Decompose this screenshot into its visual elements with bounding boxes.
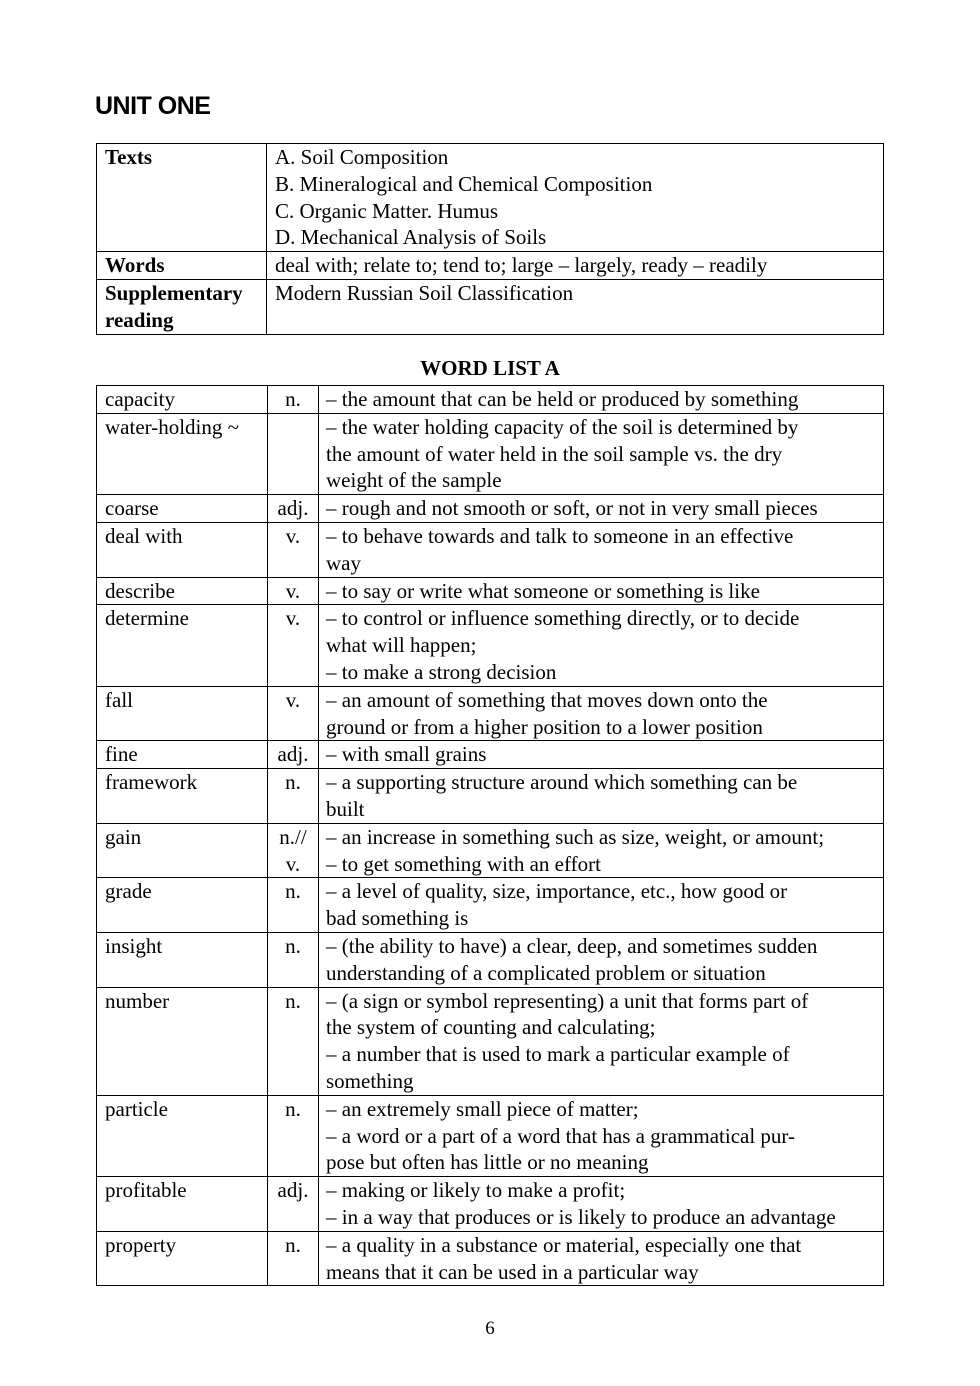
- overview-row-words: [97, 252, 884, 280]
- word-definition: [319, 932, 884, 987]
- definition-line: – the water holding capacity of the soil is determined by: [326, 414, 799, 439]
- word-definition: [319, 522, 884, 577]
- word-definition: [319, 1177, 884, 1232]
- word-definition: [319, 987, 884, 1095]
- supplementary-value: Modern Russian Soil Classification: [267, 279, 884, 334]
- supplementary-label: [97, 279, 267, 334]
- definition-line: – an amount of something that moves down onto the: [326, 687, 768, 712]
- part-of-speech-line: n.: [285, 387, 301, 411]
- word-term: describe: [97, 577, 268, 605]
- definition-line: – a word or a part of a word that has a grammatical pur-: [326, 1123, 795, 1148]
- table-row: [97, 741, 884, 769]
- word-part-of-speech: [268, 987, 319, 1095]
- unit-title: UNIT ONE: [95, 92, 211, 120]
- definition-line: means that it can be used in a particular way: [326, 1259, 699, 1284]
- word-part-of-speech: [268, 577, 319, 605]
- definition-line: understanding of a complicated problem or situation: [326, 960, 766, 985]
- overview-table: [96, 143, 884, 335]
- definition-line: – to control or influence something directly, or to decide: [326, 606, 800, 631]
- word-term: particle: [97, 1095, 268, 1176]
- word-term: number: [97, 987, 268, 1095]
- definition-line: – an increase in something such as size, weight, or amount;: [326, 824, 825, 849]
- word-term: framework: [97, 769, 268, 824]
- word-term: determine: [97, 605, 268, 686]
- definition-line: something: [326, 1068, 414, 1093]
- table-row: [97, 987, 884, 1095]
- text-item: B. Mineralogical and Chemical Composition: [275, 171, 653, 196]
- table-row: [97, 878, 884, 933]
- words-label: Words: [97, 252, 267, 280]
- word-part-of-speech: [268, 522, 319, 577]
- definition-line: – with small grains: [326, 742, 487, 767]
- definition-line: – an extremely small piece of matter;: [326, 1096, 639, 1121]
- word-part-of-speech: [268, 932, 319, 987]
- definition-line: ground or from a higher position to a lower position: [326, 714, 763, 739]
- table-row: [97, 1231, 884, 1286]
- word-definition: [319, 823, 884, 878]
- word-term: coarse: [97, 495, 268, 523]
- part-of-speech-line: v.: [285, 578, 301, 603]
- word-part-of-speech: [268, 769, 319, 824]
- definition-line: – in a way that produces or is likely to produce an advantage: [326, 1204, 836, 1229]
- words-value: deal with; relate to; tend to; large – largely, ready – readily: [267, 252, 884, 280]
- word-part-of-speech: [268, 878, 319, 933]
- definition-line: – (a sign or symbol representing) a unit that forms part of: [326, 988, 809, 1013]
- definition-line: – to make a strong decision: [326, 659, 557, 684]
- word-part-of-speech: [268, 605, 319, 686]
- definition-line: – to behave towards and talk to someone in an effective: [326, 523, 794, 548]
- definition-line: what will happen;: [326, 633, 477, 658]
- word-definition: [319, 605, 884, 686]
- word-part-of-speech: [268, 495, 319, 523]
- definition-line: way: [326, 550, 361, 575]
- definition-line: built: [326, 796, 365, 821]
- supplementary-label-line: reading: [105, 307, 174, 332]
- definition-line: weight of the sample: [326, 468, 502, 493]
- word-definition: [319, 1095, 884, 1176]
- table-row: [97, 823, 884, 878]
- word-part-of-speech: [268, 1231, 319, 1286]
- word-term: fall: [97, 686, 268, 741]
- word-part-of-speech: [268, 386, 319, 414]
- word-part-of-speech: [268, 413, 319, 494]
- part-of-speech-line: n.: [285, 933, 301, 958]
- definition-line: – to get something with an effort: [326, 851, 601, 876]
- word-term: water-holding ~: [97, 413, 268, 494]
- definition-line: – (the ability to have) a clear, deep, and sometimes sudden: [326, 933, 818, 958]
- word-definition: [319, 386, 884, 414]
- part-of-speech-line: adj.: [277, 496, 309, 521]
- texts-label: Texts: [97, 144, 267, 252]
- table-row: [97, 932, 884, 987]
- definition-line: – a number that is used to mark a particular example of: [326, 1042, 790, 1067]
- word-part-of-speech: [268, 1177, 319, 1232]
- text-item: C. Organic Matter. Humus: [275, 198, 499, 223]
- word-term: deal with: [97, 522, 268, 577]
- table-row: [97, 1095, 884, 1176]
- definition-line: – making or likely to make a profit;: [326, 1178, 626, 1203]
- table-row: [97, 1177, 884, 1232]
- word-part-of-speech: [268, 823, 319, 878]
- definition-line: – the amount that can be held or produced by something: [326, 387, 799, 411]
- table-row: [97, 386, 884, 414]
- part-of-speech-line: v.: [285, 523, 301, 548]
- text-item: D. Mechanical Analysis of Soils: [275, 225, 547, 250]
- page-number: 6: [485, 1318, 495, 1339]
- definition-line: bad something is: [326, 906, 469, 931]
- table-row: [97, 413, 884, 494]
- texts-list: [267, 144, 884, 252]
- definition-line: the amount of water held in the soil sample vs. the dry: [326, 441, 783, 466]
- word-definition: [319, 769, 884, 824]
- word-term: fine: [97, 741, 268, 769]
- definition-line: pose but often has little or no meaning: [326, 1150, 649, 1175]
- table-row: [97, 686, 884, 741]
- definition-line: – rough and not smooth or soft, or not in very small pieces: [326, 496, 818, 521]
- word-definition: [319, 878, 884, 933]
- word-definition: [319, 1231, 884, 1286]
- definition-line: – a level of quality, size, importance, etc., how good or: [326, 879, 788, 904]
- word-definition: [319, 686, 884, 741]
- table-row: [97, 605, 884, 686]
- overview-row-texts: [97, 144, 884, 252]
- word-part-of-speech: [268, 741, 319, 769]
- word-list-table: [96, 385, 884, 1286]
- word-definition: [319, 413, 884, 494]
- table-row: [97, 495, 884, 523]
- word-list-title: WORD LIST A: [420, 356, 560, 380]
- word-term: capacity: [97, 386, 268, 414]
- definition-line: – to say or write what someone or something is like: [326, 578, 760, 603]
- word-term: insight: [97, 932, 268, 987]
- definition-line: – a quality in a substance or material, especially one that: [326, 1232, 802, 1257]
- part-of-speech-line: n.//: [279, 824, 307, 849]
- word-part-of-speech: [268, 1095, 319, 1176]
- table-row: [97, 577, 884, 605]
- part-of-speech-line: v.: [285, 851, 301, 876]
- word-term: property: [97, 1231, 268, 1286]
- word-term: grade: [97, 878, 268, 933]
- word-term: gain: [97, 823, 268, 878]
- word-definition: [319, 495, 884, 523]
- part-of-speech-line: v.: [285, 606, 301, 631]
- table-row: [97, 769, 884, 824]
- word-part-of-speech: [268, 686, 319, 741]
- supplementary-label-line: Supplementary: [105, 280, 243, 305]
- part-of-speech-line: n.: [285, 1232, 301, 1257]
- definition-line: the system of counting and calculating;: [326, 1015, 656, 1040]
- part-of-speech-line: adj.: [277, 1178, 309, 1203]
- definition-line: – a supporting structure around which something can be: [326, 770, 798, 795]
- part-of-speech-line: n.: [285, 770, 301, 795]
- word-term: profitable: [97, 1177, 268, 1232]
- part-of-speech-line: [275, 414, 311, 441]
- word-definition: [319, 577, 884, 605]
- part-of-speech-line: adj.: [277, 742, 309, 767]
- part-of-speech-line: n.: [285, 1096, 301, 1121]
- part-of-speech-line: v.: [285, 687, 301, 712]
- word-definition: [319, 741, 884, 769]
- table-row: [97, 522, 884, 577]
- text-item: A. Soil Composition: [275, 145, 449, 169]
- overview-row-supplementary: [97, 279, 884, 334]
- part-of-speech-line: n.: [285, 879, 301, 904]
- part-of-speech-line: n.: [285, 988, 301, 1013]
